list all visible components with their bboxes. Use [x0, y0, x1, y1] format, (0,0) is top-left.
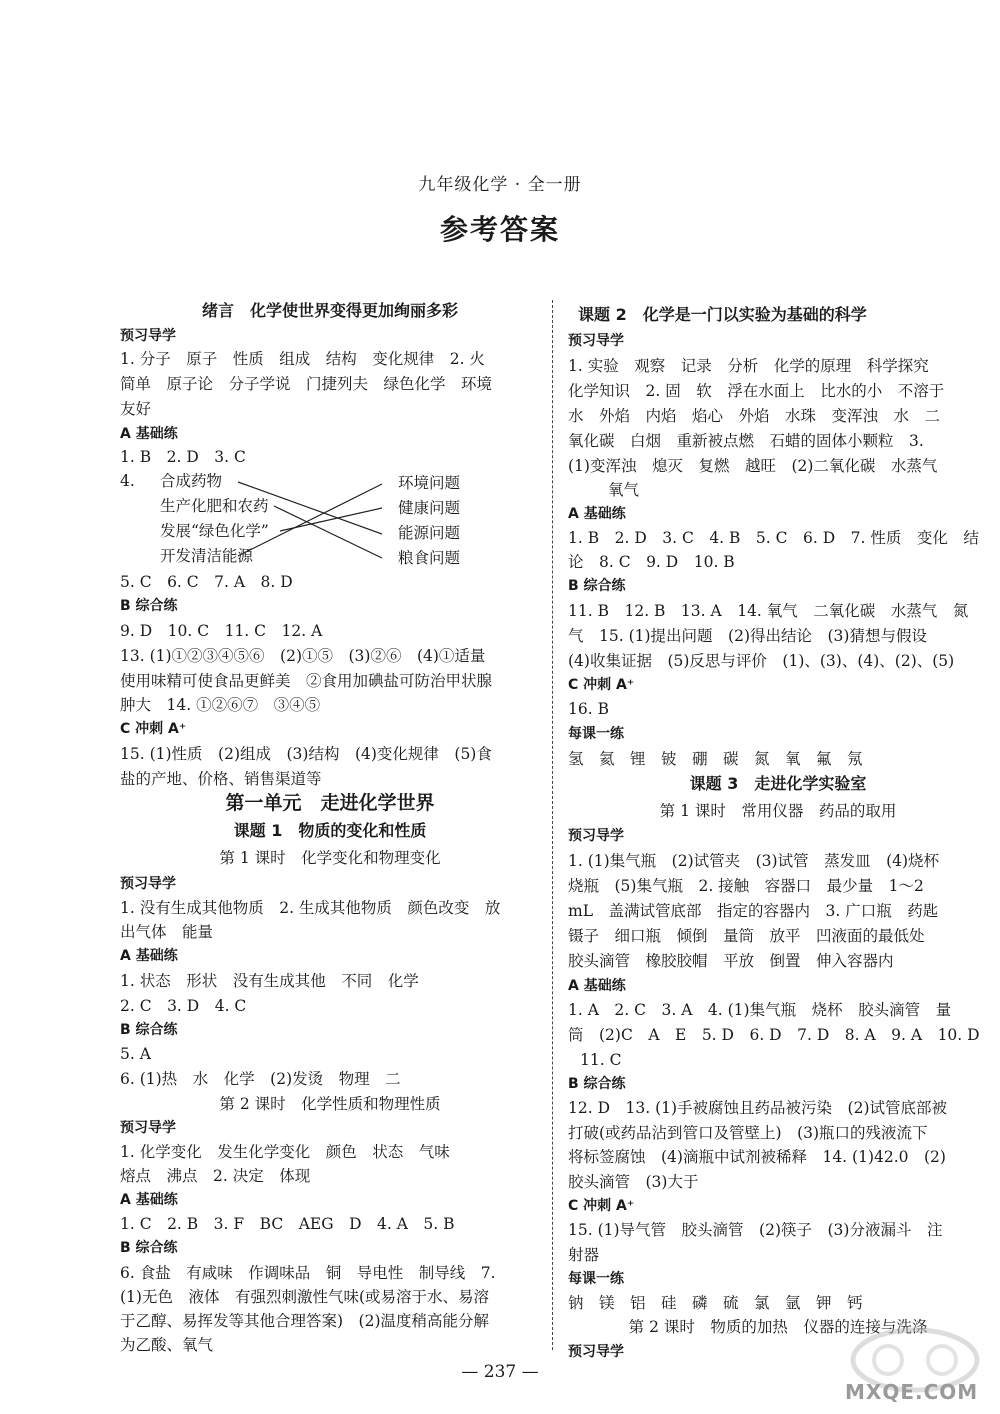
answer-line: 胶头滴管 橡胶胶帽 平放 倒置 伸入容器内 [568, 952, 894, 970]
answer-line: 氧化碳 白烟 重新被点燃 石蜡的固体小颗粒 3. [568, 432, 924, 450]
label-basic: A 基础练 [120, 1192, 178, 1208]
answer-line: 15. (1)导气管 胶头滴管 (2)筷子 (3)分液漏斗 注 [568, 1221, 943, 1239]
topic-heading: 课题 3 走进化学实验室 [689, 774, 867, 793]
answer-line: 1. C 2. B 3. F BC AEG D 4. A 5. B [120, 1215, 455, 1233]
answer-line: 简单 原子论 分子学说 门捷列夫 绿色化学 环境 [120, 375, 493, 393]
label-preview: 预习导学 [120, 328, 176, 344]
answer-line: 6. 食盐 有咸味 作调味品 铜 导电性 制导线 7. [120, 1264, 496, 1282]
label-preview: 预习导学 [568, 828, 624, 844]
label-comprehensive: B 综合练 [120, 1022, 178, 1038]
answer-line: mL 盖满试管底部 指定的容器内 3. 广口瓶 药匙 [568, 902, 939, 920]
label-preview: 预习导学 [120, 1120, 176, 1136]
answer-line: 气 15. (1)提出问题 (2)得出结论 (3)猜想与假设 [568, 627, 927, 645]
label-basic: A 基础练 [568, 506, 626, 522]
column-divider [552, 300, 553, 1350]
answer-line: 于乙醇、易挥发等其他合理答案) (2)温度稍高能分解 [120, 1312, 490, 1330]
answer-line: 5. A [120, 1045, 151, 1063]
lesson-heading: 第 1 课时 常用仪器 药品的取用 [659, 802, 897, 820]
answer-line: 1. (1)集气瓶 (2)试管夹 (3)试管 蒸发皿 (4)烧杯 [568, 852, 940, 870]
answer-line: 肿大 14. ①②⑥⑦ ③④⑤ [120, 696, 321, 714]
label-basic: A 基础练 [568, 978, 626, 994]
match-right-item: 能源问题 [398, 524, 461, 542]
answer-line: 氧气 [608, 481, 640, 499]
answer-line: 水 外焰 内焰 焰心 外焰 水珠 变浑浊 水 二 [568, 407, 941, 425]
answer-line: 12. D 13. (1)手被腐蚀且药品被污染 (2)试管底部被 [568, 1099, 947, 1117]
answer-line: 射器 [568, 1246, 600, 1264]
answer-line: 11. C [580, 1051, 622, 1069]
answer-line: 论 8. C 9. D 10. B [568, 553, 735, 571]
page-subtitle: 九年级化学 · 全一册 [418, 175, 582, 195]
lesson-heading: 第 1 课时 化学变化和物理变化 [219, 849, 441, 867]
lesson-heading: 第 2 课时 化学性质和物理性质 [219, 1095, 441, 1113]
match-left-item: 合成药物 [160, 472, 223, 490]
answer-line: (1)变浑浊 熄灭 复燃 越旺 (2)二氧化碳 水蒸气 [568, 457, 938, 475]
answer-line: 熔点 沸点 2. 决定 体现 [120, 1167, 311, 1185]
answer-line: 13. (1)①②③④⑤⑥ (2)①⑤ (3)②⑥ (4)①适量 [120, 647, 486, 665]
label-sprint: C 冲刺 A⁺ [120, 721, 187, 737]
answer-line: 烧瓶 (5)集气瓶 2. 接触 容器口 最少量 1～2 [568, 877, 924, 895]
answer-line: 1. 分子 原子 性质 组成 结构 变化规律 2. 火 [120, 350, 485, 368]
lesson-heading: 第 2 课时 物质的加热 仪器的连接与洗涤 [628, 1318, 928, 1336]
section-heading: 绪言 化学使世界变得更加绚丽多彩 [201, 301, 458, 320]
answer-line: 友好 [120, 400, 152, 418]
answer-line: 镊子 细口瓶 倾倒 量筒 放平 凹液面的最低处 [568, 927, 925, 945]
label-comprehensive: B 综合练 [568, 578, 626, 594]
label-daily: 每课一练 [568, 1271, 624, 1287]
answer-line: 钠 镁 铝 硅 磷 硫 氯 氩 钾 钙 [568, 1294, 863, 1312]
match-right-item: 粮食问题 [398, 549, 461, 567]
match-right-item: 环境问题 [398, 474, 461, 492]
page-title: 参考答案 [439, 213, 560, 246]
answer-line: 9. D 10. C 11. C 12. A [120, 622, 323, 640]
label-preview: 预习导学 [568, 333, 624, 349]
watermark-text: MXQE.COM [845, 1380, 979, 1404]
label-preview: 预习导学 [568, 1344, 624, 1360]
label-comprehensive: B 综合练 [120, 598, 178, 614]
answer-line: 2. C 3. D 4. C [120, 997, 247, 1015]
answer-line: 胶头滴管 (3)大于 [568, 1173, 699, 1191]
match-left-item: 发展“绿色化学” [160, 522, 269, 540]
answer-line: 打破(或药品沾到管口及管壁上) (3)瓶口的残液流下 [568, 1124, 928, 1142]
answer-line: 5. C 6. C 7. A 8. D [120, 573, 293, 591]
answer-line: (1)无色 液体 有强烈刺激性气味(或易溶于水、易溶 [120, 1288, 490, 1306]
answer-line: 将标签腐蚀 (4)滴瓶中试剂被稀释 14. (1)42.0 (2) [568, 1148, 946, 1166]
answer-line: 1. 化学变化 发生化学变化 颜色 状态 气味 [120, 1143, 450, 1161]
answer-line: 盐的产地、价格、销售渠道等 [120, 770, 322, 788]
label-basic: A 基础练 [120, 948, 178, 964]
topic-heading: 课题 2 化学是一门以实验为基础的科学 [578, 305, 867, 324]
label-comprehensive: B 综合练 [568, 1076, 626, 1092]
answer-line: 使用味精可使食品更鲜美 ②食用加碘盐可防治甲状腺 [120, 672, 493, 690]
matching-lines [120, 0, 540, 600]
answer-line: 化学知识 2. 固 软 浮在水面上 比水的小 不溶于 [568, 382, 945, 400]
label-sprint: C 冲刺 A⁺ [568, 677, 635, 693]
label-basic: A 基础练 [120, 426, 178, 442]
answer-line: 出气体 能量 [120, 923, 214, 941]
answer-line: 1. B 2. D 3. C [120, 448, 246, 466]
match-right-item: 健康问题 [398, 499, 461, 517]
answer-line: 6. (1)热 水 化学 (2)发烫 物理 二 [120, 1070, 401, 1088]
answer-line: 11. B 12. B 13. A 14. 氧气 二氧化碳 水蒸气 氮 [568, 602, 969, 620]
answer-line: (4)收集证据 (5)反思与评价 (1)、(3)、(4)、(2)、(5) [568, 652, 955, 670]
page-number: — 237 — [461, 1362, 539, 1382]
answer-line: 筒 (2)C A E 5. D 6. D 7. D 8. A 9. A 10. D [568, 1026, 980, 1044]
answer-line: 1. B 2. D 3. C 4. B 5. C 6. D 7. 性质 变化 结 [568, 529, 979, 547]
topic-heading: 课题 1 物质的变化和性质 [233, 821, 427, 840]
answer-line: 1. A 2. C 3. A 4. (1)集气瓶 烧杯 胶头滴管 量 [568, 1001, 952, 1019]
answer-line: 1. 没有生成其他物质 2. 生成其他物质 颜色改变 放 [120, 899, 501, 917]
label-daily: 每课一练 [568, 726, 624, 742]
answer-line: 16. B [568, 700, 609, 718]
question-number: 4. [120, 472, 135, 490]
match-left-item: 生产化肥和农药 [160, 497, 269, 515]
answer-line: 氢 氦 锂 铍 硼 碳 氮 氧 氟 氖 [568, 750, 863, 768]
label-sprint: C 冲刺 A⁺ [568, 1198, 635, 1214]
label-comprehensive: B 综合练 [120, 1240, 178, 1256]
answer-line: 1. 实验 观察 记录 分析 化学的原理 科学探究 [568, 357, 929, 375]
label-preview: 预习导学 [120, 876, 176, 892]
unit-heading: 第一单元 走进化学世界 [225, 792, 435, 814]
answer-line: 为乙酸、氧气 [120, 1336, 214, 1354]
answer-line: 15. (1)性质 (2)组成 (3)结构 (4)变化规律 (5)食 [120, 745, 492, 763]
answer-line: 1. 状态 形状 没有生成其他 不同 化学 [120, 972, 419, 990]
match-left-item: 开发清洁能源 [160, 547, 254, 565]
